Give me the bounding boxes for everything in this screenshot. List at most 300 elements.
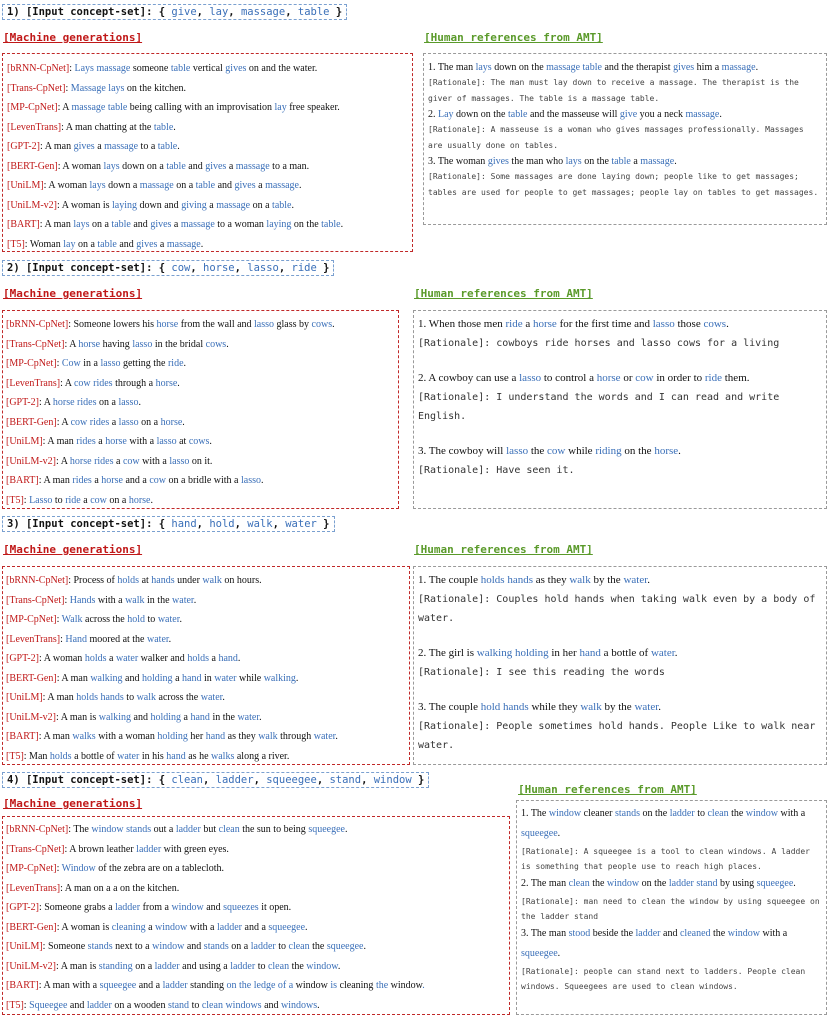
human-references-heading-1: [Human references from AMT] bbox=[424, 31, 603, 44]
generation-text: . bbox=[259, 711, 262, 723]
generation-line bbox=[6, 937, 506, 957]
generation-text: as they bbox=[225, 731, 259, 742]
concept-keyword: table bbox=[111, 219, 131, 230]
generation-line bbox=[6, 571, 406, 591]
model-name: [bRNN-CpNet] bbox=[6, 319, 69, 330]
generation-text: in his bbox=[139, 750, 167, 762]
generation-line bbox=[7, 196, 408, 216]
concept-keyword: squeegee bbox=[308, 824, 345, 835]
rationale-label: [Rationale]: bbox=[521, 897, 579, 906]
reference-text: . bbox=[674, 647, 678, 659]
concept-keyword: water bbox=[634, 701, 659, 713]
concept-keyword: cows bbox=[205, 338, 227, 350]
concept-keyword: massage bbox=[265, 180, 299, 191]
rationale-text: A squeegee is a tool to clean windows. A ladder is something that people use to reach high places. bbox=[521, 847, 810, 871]
concept-keyword: lasso bbox=[652, 318, 675, 330]
generation-line bbox=[6, 820, 506, 840]
generation-text: a bbox=[206, 199, 217, 211]
model-name: [BART] bbox=[6, 731, 39, 742]
concept-keyword: hold bbox=[209, 518, 235, 530]
concept-keyword: table bbox=[153, 121, 174, 133]
reference-text: 2. bbox=[428, 109, 438, 120]
concept-set-title-2: 2) [Input concept-set]: { cow, horse, lasso, ride } bbox=[2, 260, 334, 276]
generation-text: on the bbox=[291, 219, 322, 230]
concept-keyword: ladder bbox=[217, 921, 242, 933]
reference-text: . bbox=[755, 62, 759, 73]
concept-keyword: lasso bbox=[118, 397, 139, 408]
model-name: [MP-CpNet] bbox=[6, 863, 57, 874]
concept-keyword: lasso bbox=[519, 372, 542, 384]
generation-text: across the bbox=[156, 692, 201, 703]
concept-keyword: window stands bbox=[91, 824, 152, 835]
generation-text: with a bbox=[126, 436, 157, 447]
concept-keyword: window bbox=[606, 878, 640, 889]
concept-keyword: ladder bbox=[669, 808, 695, 819]
generation-text: and bbox=[131, 711, 151, 723]
reference-text: on the bbox=[621, 445, 655, 457]
concept-keyword: hold hands bbox=[480, 701, 529, 713]
concept-keyword: squeegee bbox=[266, 774, 317, 786]
generation-text: a bbox=[113, 455, 123, 467]
generation-text: . bbox=[317, 999, 320, 1011]
generation-text: from the wall and bbox=[178, 319, 255, 330]
concept-keyword: massage table bbox=[71, 102, 128, 113]
generation-text: a bbox=[109, 416, 119, 428]
concept-keyword: cows bbox=[703, 318, 727, 330]
reference-text: and the therapist bbox=[601, 62, 674, 73]
generation-text: a bbox=[106, 653, 116, 664]
generation-line bbox=[7, 157, 408, 177]
rationale-text: Couples hold hands when taking walk even by a body of water. bbox=[418, 594, 816, 624]
concept-keyword: massage bbox=[104, 141, 139, 152]
generation-text: . bbox=[344, 824, 348, 835]
generation-text: on the kitchen. bbox=[124, 82, 187, 94]
concept-keyword: horse bbox=[156, 319, 179, 330]
concept-keyword: water bbox=[172, 594, 194, 606]
generation-line bbox=[6, 727, 406, 747]
generation-text: : A man bbox=[39, 219, 74, 230]
model-name: [GPT-2] bbox=[6, 653, 39, 664]
rationale bbox=[418, 334, 822, 353]
reference-gap bbox=[418, 628, 822, 644]
reference-text: 3. The woman bbox=[428, 156, 488, 167]
generation-text: on and the water. bbox=[246, 63, 318, 74]
reference-sentence bbox=[418, 698, 822, 717]
generation-text: : The bbox=[68, 824, 92, 835]
generation-text: : A man with a bbox=[38, 980, 100, 991]
reference-text: on the bbox=[639, 878, 669, 889]
generation-text: but bbox=[200, 824, 219, 835]
generation-text: in the bridal bbox=[152, 338, 206, 350]
generation-text: through a bbox=[112, 377, 156, 389]
generation-text: : Woman bbox=[24, 238, 64, 250]
concept-keyword: gives bbox=[150, 219, 172, 230]
model-name: [T5] bbox=[7, 238, 25, 250]
concept-keyword: the bbox=[373, 980, 391, 991]
generation-line bbox=[7, 176, 408, 196]
generation-text: . bbox=[209, 436, 212, 447]
rationale bbox=[428, 169, 822, 201]
concept-keyword: clean bbox=[171, 774, 203, 786]
concept-keyword: gives bbox=[234, 180, 256, 191]
model-name: [BART] bbox=[7, 219, 40, 230]
generation-line bbox=[6, 976, 506, 996]
generation-text: to bbox=[255, 960, 268, 972]
concept-keyword: Lay bbox=[438, 109, 454, 120]
concept-keyword: lasso bbox=[156, 436, 177, 447]
model-name: [MP-CpNet] bbox=[6, 358, 57, 369]
model-name: [T5] bbox=[6, 999, 24, 1011]
concept-keyword: rides bbox=[72, 475, 92, 486]
generation-line bbox=[6, 747, 406, 767]
machine-generations-heading-3: [Machine generations] bbox=[3, 543, 143, 556]
generation-text: on it. bbox=[189, 455, 213, 467]
rationale bbox=[418, 388, 822, 426]
concept-keyword: hand bbox=[171, 518, 197, 530]
concept-keyword: massage bbox=[166, 238, 201, 250]
generation-text: . bbox=[200, 238, 204, 250]
concept-keyword: squeegee bbox=[521, 948, 558, 959]
concept-keyword: lay bbox=[209, 6, 229, 18]
reference-text: to bbox=[694, 808, 708, 819]
generation-text: with a woman bbox=[95, 731, 158, 742]
generation-text: under bbox=[174, 575, 203, 586]
concept-keyword: window bbox=[727, 928, 760, 939]
model-name: [UniLM] bbox=[6, 436, 43, 447]
generation-text: a bbox=[208, 653, 219, 664]
generation-text: : A bbox=[56, 455, 70, 467]
generation-text: : Process of bbox=[68, 575, 118, 586]
reference-text: beside the bbox=[590, 928, 636, 939]
reference-text: . bbox=[658, 701, 662, 713]
generation-line bbox=[6, 879, 506, 899]
concept-keyword: holds bbox=[49, 750, 72, 762]
rationale-label: [Rationale]: bbox=[428, 125, 486, 134]
model-name: [UniLM-v2] bbox=[6, 455, 56, 467]
generation-text: through bbox=[277, 731, 314, 742]
concept-keyword: water bbox=[650, 647, 675, 659]
reference-text: 1. The couple bbox=[418, 574, 481, 586]
generation-text: a bbox=[255, 180, 266, 191]
generation-line bbox=[6, 591, 406, 611]
concept-keyword: hold bbox=[127, 614, 146, 625]
references-box-2 bbox=[413, 310, 827, 509]
reference-text: and the masseuse will bbox=[527, 109, 620, 120]
generation-text: : A bbox=[56, 416, 71, 428]
human-references-heading-4: [Human references from AMT] bbox=[518, 783, 697, 796]
concept-keyword: walks bbox=[211, 750, 235, 762]
generation-text: on a bbox=[250, 199, 273, 211]
generation-text: the bbox=[309, 941, 327, 952]
generation-text: to a bbox=[138, 141, 158, 152]
concept-keyword: walk bbox=[202, 575, 222, 586]
concept-keyword: horse bbox=[155, 377, 178, 389]
concept-keyword: massage bbox=[685, 109, 720, 120]
generation-text: and bbox=[203, 902, 224, 913]
reference-text: as they bbox=[532, 574, 570, 586]
generation-text: . bbox=[226, 338, 229, 350]
concept-keyword: cleaning bbox=[111, 921, 146, 933]
reference-text: for the first time and bbox=[556, 318, 653, 330]
concept-keyword: ladder bbox=[215, 774, 254, 786]
reference-text: the bbox=[528, 445, 548, 457]
generations-box-3 bbox=[2, 566, 410, 765]
concept-keyword: on the ledge of a bbox=[224, 980, 296, 991]
generation-text: a bbox=[181, 711, 191, 723]
rationale-label: [Rationale]: bbox=[521, 847, 579, 856]
concept-keyword: lasso bbox=[100, 358, 121, 369]
generation-text: : bbox=[23, 999, 30, 1011]
concept-keyword: holding bbox=[157, 731, 188, 742]
concept-keyword: ladder bbox=[175, 824, 201, 835]
generation-text: on hours. bbox=[221, 575, 262, 586]
concept-keyword: horse bbox=[596, 372, 621, 384]
generations-list-4 bbox=[3, 817, 509, 1018]
generation-text: along a river. bbox=[234, 750, 290, 762]
generations-box-4 bbox=[2, 816, 510, 1015]
concept-keyword: laying bbox=[112, 199, 138, 211]
generation-text: as he bbox=[185, 750, 212, 762]
references-box-4 bbox=[516, 800, 827, 1015]
generation-text: : A woman bbox=[43, 180, 90, 191]
generation-line bbox=[6, 649, 406, 669]
concept-keyword: ladder bbox=[86, 999, 112, 1011]
concept-keyword: hands bbox=[151, 575, 175, 586]
concept-keyword: rides bbox=[76, 436, 96, 447]
reference-text: . bbox=[678, 445, 681, 457]
rationale-text: I see this reading the words bbox=[496, 667, 665, 678]
generation-text: out a bbox=[151, 824, 176, 835]
concept-keyword: water bbox=[623, 574, 648, 586]
generation-text: : A man on a a on the kitchen. bbox=[60, 882, 180, 894]
concept-keyword: hand bbox=[190, 711, 210, 723]
generation-text: on a bbox=[75, 238, 98, 250]
reference-gap bbox=[418, 426, 822, 442]
model-name: [UniLM] bbox=[6, 692, 43, 703]
generation-text: : A man bbox=[39, 141, 74, 152]
rationale bbox=[521, 894, 822, 924]
reference-text: a bbox=[522, 318, 533, 330]
concept-keyword: . bbox=[422, 980, 425, 991]
concept-keyword: gives bbox=[205, 160, 227, 172]
concept-keyword: ride bbox=[291, 262, 317, 274]
concept-set-suffix: } bbox=[323, 518, 330, 530]
concept-keyword: ladder stand bbox=[668, 878, 718, 889]
generation-text: : A woman bbox=[57, 160, 104, 172]
concept-keyword: clean bbox=[707, 808, 729, 819]
concept-keyword: ride bbox=[505, 318, 523, 330]
generation-text: : A woman bbox=[38, 653, 85, 664]
machine-generations-heading-4: [Machine generations] bbox=[3, 797, 143, 810]
rationale bbox=[428, 122, 822, 154]
model-name: [GPT-2] bbox=[6, 397, 39, 408]
model-name: [BART] bbox=[6, 980, 39, 991]
generation-text: moored at the bbox=[87, 633, 147, 645]
reference-text: the bbox=[710, 928, 728, 939]
generation-line bbox=[7, 98, 408, 118]
generation-text: the sun to being bbox=[239, 824, 309, 835]
generation-text: : bbox=[65, 82, 71, 94]
generation-text: on a bbox=[132, 960, 155, 972]
reference-text: you a neck bbox=[637, 109, 686, 120]
generation-text: a bbox=[80, 494, 91, 506]
generation-text: : bbox=[23, 494, 30, 506]
rationale bbox=[521, 964, 822, 994]
generation-text: it open. bbox=[258, 902, 292, 913]
concept-keyword: lasso bbox=[506, 445, 529, 457]
concept-keyword: holding bbox=[142, 672, 173, 684]
generation-text: and using a bbox=[179, 960, 231, 972]
concept-keyword: Lays massage bbox=[74, 63, 131, 74]
generation-text: : bbox=[56, 614, 62, 625]
rationale-label: [Rationale]: bbox=[418, 594, 491, 605]
reference-sentence bbox=[521, 804, 822, 844]
generation-text: standing bbox=[187, 980, 225, 991]
concept-keyword: window bbox=[306, 960, 338, 972]
concept-keyword: massage bbox=[240, 6, 286, 18]
concept-keyword: ladder bbox=[250, 941, 276, 952]
concept-keyword: cow bbox=[122, 455, 140, 467]
generation-text: and bbox=[116, 238, 137, 250]
generation-text: with a bbox=[139, 455, 170, 467]
concept-keyword: cow bbox=[149, 475, 166, 486]
reference-sentence bbox=[428, 60, 822, 75]
reference-text: 2. A cowboy can use a bbox=[418, 372, 520, 384]
model-name: [UniLM-v2] bbox=[6, 711, 56, 723]
concept-keyword: stands bbox=[87, 941, 113, 952]
rationale bbox=[418, 461, 822, 480]
human-references-heading-3: [Human references from AMT] bbox=[414, 543, 593, 556]
concept-keyword: cow bbox=[547, 445, 566, 457]
model-name: [UniLM-v2] bbox=[7, 199, 57, 211]
rationale-text: The man must lay down to receive a massage. The therapist is the giver of massages. The table is a massage table. bbox=[428, 78, 799, 103]
generation-text: : Someone bbox=[42, 941, 88, 952]
concept-set-prefix: 2) [Input concept-set]: { bbox=[7, 262, 166, 274]
generation-line bbox=[6, 918, 506, 938]
concept-keyword: give bbox=[171, 6, 197, 18]
references-box-3 bbox=[413, 566, 827, 765]
concept-keyword: stood bbox=[568, 928, 591, 939]
concept-set-prefix: 1) [Input concept-set]: { bbox=[7, 6, 166, 18]
concept-keyword: horse bbox=[532, 318, 557, 330]
generation-text: in the bbox=[209, 711, 238, 723]
rationale-text: cowboys ride horses and lasso cows for a living bbox=[496, 338, 780, 349]
concept-keyword: stands bbox=[614, 808, 640, 819]
reference-sentence bbox=[428, 154, 822, 169]
generation-text: . bbox=[295, 672, 299, 684]
rationale bbox=[428, 75, 822, 107]
generation-text: . bbox=[291, 199, 294, 211]
concept-keyword: water bbox=[115, 653, 139, 664]
generation-text: : A man bbox=[38, 731, 73, 742]
generation-text: on a bbox=[89, 219, 112, 230]
generation-text: next to a bbox=[112, 941, 153, 952]
generation-text: . bbox=[222, 692, 225, 703]
model-name: [T5] bbox=[6, 750, 24, 762]
reference-text: while bbox=[565, 445, 596, 457]
generation-line bbox=[6, 708, 406, 728]
concept-keyword: squeegee bbox=[756, 878, 794, 889]
concept-keyword: clean bbox=[568, 878, 590, 889]
generation-text: and bbox=[130, 219, 151, 230]
concept-keyword: stand bbox=[167, 999, 190, 1011]
concept-keyword: Hands bbox=[69, 594, 96, 606]
generation-text: : A man is bbox=[56, 960, 99, 972]
rationale-label: [Rationale]: bbox=[521, 967, 579, 976]
reference-text: down on the bbox=[491, 62, 547, 73]
model-name: [bRNN-CpNet] bbox=[6, 575, 69, 586]
generation-line bbox=[6, 957, 506, 977]
generation-text: window bbox=[295, 980, 328, 991]
concept-keyword: horse rides bbox=[52, 397, 97, 408]
concept-keyword: Walk bbox=[61, 614, 83, 625]
model-name: [MP-CpNet] bbox=[7, 102, 58, 113]
generation-text: in bbox=[201, 672, 215, 684]
concept-keyword: walking bbox=[263, 672, 296, 684]
concept-keyword: cow rides bbox=[73, 377, 113, 389]
model-name: [GPT-2] bbox=[6, 902, 39, 913]
concept-keyword: horse bbox=[654, 445, 679, 457]
model-name: [BERT-Gen] bbox=[6, 416, 57, 428]
generation-text: . bbox=[298, 180, 302, 191]
concept-keyword: give bbox=[619, 109, 638, 120]
rationale-text: I understand the words and I can read and write English. bbox=[418, 392, 780, 422]
reference-text: . bbox=[557, 828, 561, 839]
reference-text: 3. The cowboy will bbox=[418, 445, 507, 457]
reference-text: cleaner bbox=[581, 808, 615, 819]
generation-text: her bbox=[187, 731, 206, 742]
concept-set-prefix: 4) [Input concept-set]: { bbox=[7, 774, 166, 786]
reference-text: him a bbox=[694, 62, 722, 73]
concept-keyword: clean bbox=[288, 941, 310, 952]
model-name: [LevenTrans] bbox=[6, 633, 61, 645]
reference-text: to control a bbox=[541, 372, 597, 384]
generation-line bbox=[6, 432, 395, 452]
concept-keyword: lasso bbox=[247, 262, 279, 274]
generation-text: vertical bbox=[190, 63, 226, 74]
concept-keyword: squeegee bbox=[521, 828, 558, 839]
reference-sentence bbox=[418, 644, 822, 663]
rationale-label: [Rationale]: bbox=[428, 172, 486, 181]
generation-line bbox=[6, 491, 395, 511]
concept-keyword: Massage lays bbox=[70, 82, 125, 94]
generation-text: down and bbox=[137, 199, 182, 211]
concept-keyword: horse bbox=[160, 416, 183, 428]
generation-line bbox=[6, 840, 506, 860]
concept-keyword: window bbox=[548, 808, 582, 819]
generation-text: a bbox=[172, 672, 183, 684]
generation-text: across the bbox=[82, 614, 128, 625]
rationale-text: Some massages are done laying down; people like to get massages; tables are used for people to get massages; people lay on tables to get massages. bbox=[428, 172, 819, 197]
concept-keyword: cow bbox=[90, 494, 107, 506]
reference-text: 1. The bbox=[521, 808, 549, 819]
concept-keyword: water bbox=[117, 750, 140, 762]
generation-text: with a bbox=[187, 921, 217, 933]
concept-keyword: table bbox=[166, 160, 186, 172]
generation-text: a bbox=[145, 921, 156, 933]
model-name: [Trans-CpNet] bbox=[7, 82, 66, 94]
generation-text: : A man bbox=[38, 475, 73, 486]
concept-keyword: table bbox=[272, 199, 292, 211]
reference-text: on the bbox=[639, 808, 670, 819]
reference-text: by the bbox=[601, 701, 635, 713]
concept-keyword: gives bbox=[136, 238, 158, 250]
concept-keyword: lays bbox=[89, 180, 106, 191]
generation-text: : bbox=[56, 863, 62, 874]
reference-text: 1. When those men bbox=[418, 318, 506, 330]
reference-text: or bbox=[620, 372, 636, 384]
machine-generations-heading-1: [Machine generations] bbox=[3, 31, 143, 44]
